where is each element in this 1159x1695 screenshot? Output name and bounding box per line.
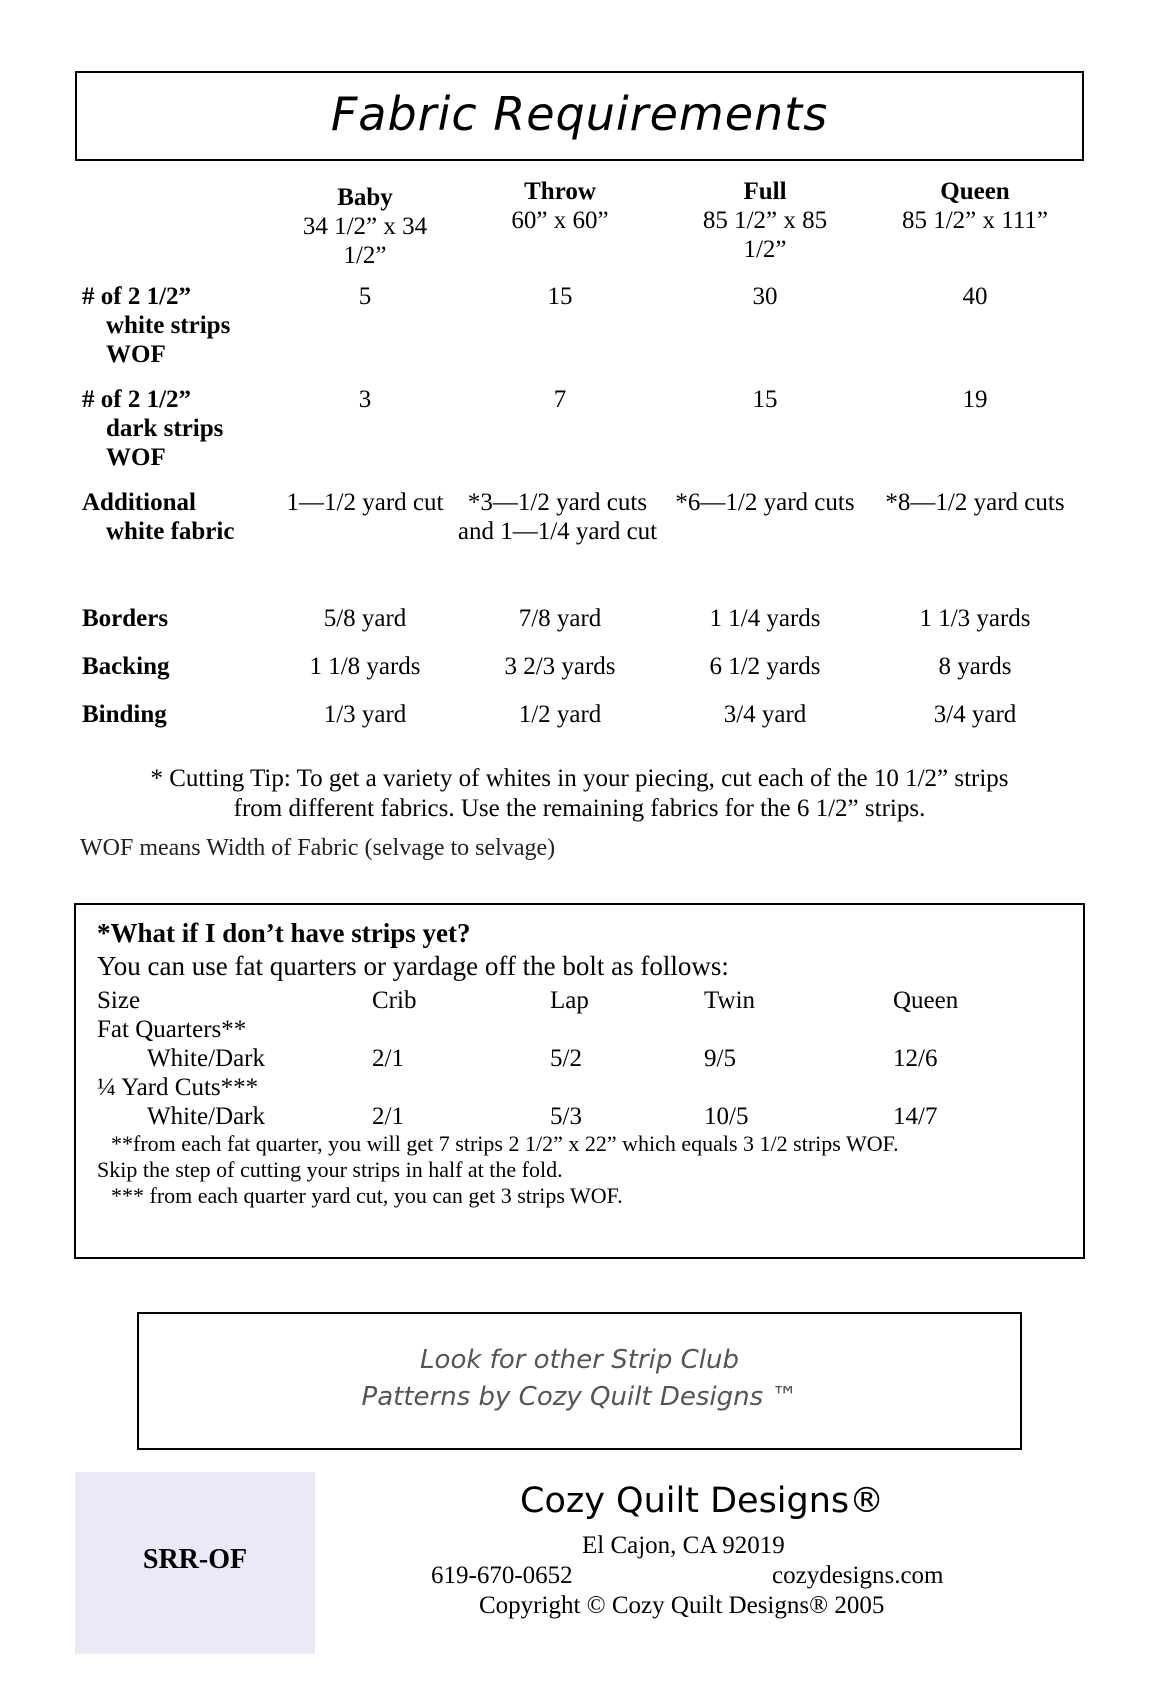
size-dims: 85 1/2” x 111”: [901, 207, 1049, 234]
cell: 1—1/2 yard cut: [286, 489, 444, 516]
fq-header-crib: Crib: [372, 987, 417, 1014]
cell: 7/8 yard: [518, 605, 602, 632]
pattern-code: SRR-OF: [142, 1544, 248, 1575]
fq-subtitle: You can use fat quarters or yardage off the bolt as follows:: [97, 951, 729, 981]
cell: 7: [553, 386, 567, 413]
cell: 40: [962, 283, 988, 310]
row-label-white-strips: [82, 282, 230, 369]
cell: 3: [358, 386, 372, 413]
cell: 19: [962, 386, 988, 413]
fq-row-label: White/Dark: [147, 1045, 266, 1072]
fq-question: *What if I don’t have strips yet?: [97, 918, 471, 948]
size-header-throw: [460, 177, 660, 235]
cell: *8—1/2 yard cuts: [885, 489, 1065, 516]
cutting-tip-line2: from different fabrics. Use the remaining fabrics for the 6 1/2” strips.: [233, 795, 926, 822]
size-name: Queen: [940, 178, 1010, 205]
cell: 1/3 yard: [323, 701, 407, 728]
size-header-baby: [285, 183, 445, 270]
fq-row-label: White/Dark: [147, 1103, 266, 1130]
row-label-dark-strips: [82, 385, 223, 472]
size-dims: 34 1/2” x 34 1/2”: [302, 213, 428, 269]
cell: 3 2/3 yards: [504, 653, 616, 680]
fq-fat-quarters-label: Fat Quarters**: [97, 1016, 247, 1043]
label-line: WOF: [106, 341, 166, 368]
fq-cell: 5/2: [550, 1045, 582, 1072]
cell: 5/8 yard: [323, 605, 407, 632]
fq-cell: 5/3: [550, 1103, 582, 1130]
fq-cell: 9/5: [704, 1045, 736, 1072]
cell: 3/4 yard: [933, 701, 1017, 728]
fq-header-queen: Queen: [893, 987, 959, 1014]
cell: 15: [752, 386, 778, 413]
footer-website: cozydesigns.com: [772, 1562, 944, 1589]
footer-company: Cozy Quilt Designs®: [520, 1481, 885, 1521]
pattern-code-tag: [75, 1472, 315, 1654]
fq-yard-cuts-label: ¼ Yard Cuts***: [97, 1074, 259, 1101]
size-name: Throw: [524, 178, 596, 205]
size-header-queen: [860, 177, 1090, 235]
promo-line1: Look for other Strip Club: [420, 1345, 739, 1375]
row-label-binding: Binding: [82, 701, 167, 728]
title-box: [75, 71, 1084, 161]
fq-note-2: Skip the step of cutting your strips in half at the fold.: [97, 1157, 563, 1182]
fq-cell: 2/1: [372, 1103, 404, 1130]
fq-header-size: Size: [97, 987, 141, 1014]
row-label-backing: Backing: [82, 653, 170, 680]
page-title: Fabric Requirements: [330, 87, 829, 141]
cell: 5: [358, 283, 372, 310]
wof-note: WOF means Width of Fabric (selvage to selvage): [80, 835, 556, 861]
footer-copyright: Copyright © Cozy Quilt Designs® 2005: [479, 1592, 885, 1619]
size-name: Baby: [337, 184, 393, 211]
footer-phone: 619-670-0652: [431, 1562, 573, 1589]
label-line: # of 2 1/2”: [82, 386, 192, 413]
fq-header-lap: Lap: [550, 987, 589, 1014]
cell: 15: [547, 283, 573, 310]
cell: *3—1/2 yard cuts and 1—1/4 yard cut: [457, 489, 658, 545]
label-line: Additional: [82, 489, 196, 516]
size-header-full: [685, 177, 845, 264]
promo-line2: Patterns by Cozy Quilt Designs ™: [361, 1382, 798, 1412]
label-line: # of 2 1/2”: [82, 283, 192, 310]
cell: 30: [752, 283, 778, 310]
fq-header-twin: Twin: [704, 987, 756, 1014]
fq-cell: 2/1: [372, 1045, 404, 1072]
cell: 1 1/3 yards: [919, 605, 1031, 632]
fq-cell: 14/7: [893, 1103, 938, 1130]
fq-cell: 10/5: [704, 1103, 749, 1130]
fq-note-1: **from each fat quarter, you will get 7 strips 2 1/2” x 22” which equals 3 1/2 strips WOF.: [111, 1131, 899, 1156]
footer-address: El Cajon, CA 92019: [582, 1532, 785, 1559]
promo-box: [137, 1312, 1022, 1450]
cell: 1 1/4 yards: [709, 605, 821, 632]
fq-note-3: *** from each quarter yard cut, you can get 3 strips WOF.: [111, 1183, 623, 1208]
cell: 6 1/2 yards: [709, 653, 821, 680]
cell: *6—1/2 yard cuts: [675, 489, 855, 516]
size-name: Full: [743, 178, 787, 205]
cell: 1 1/8 yards: [309, 653, 421, 680]
size-dims: 85 1/2” x 85 1/2”: [702, 207, 828, 263]
label-line: dark strips: [106, 415, 224, 442]
label-line: white fabric: [106, 518, 235, 545]
label-line: WOF: [106, 444, 166, 471]
label-line: white strips: [106, 312, 231, 339]
size-dims: 60” x 60”: [511, 207, 609, 234]
row-label-additional: [82, 488, 234, 546]
cutting-tip-line1: * Cutting Tip: To get a variety of whites in your piecing, cut each of the 10 1/2” strips: [150, 765, 1009, 792]
wof-note-clip: [80, 835, 780, 862]
cell: 1/2 yard: [518, 701, 602, 728]
row-label-borders: Borders: [82, 605, 169, 632]
fq-cell: 12/6: [893, 1045, 938, 1072]
cell: 8 yards: [938, 653, 1012, 680]
cell: 3/4 yard: [723, 701, 807, 728]
